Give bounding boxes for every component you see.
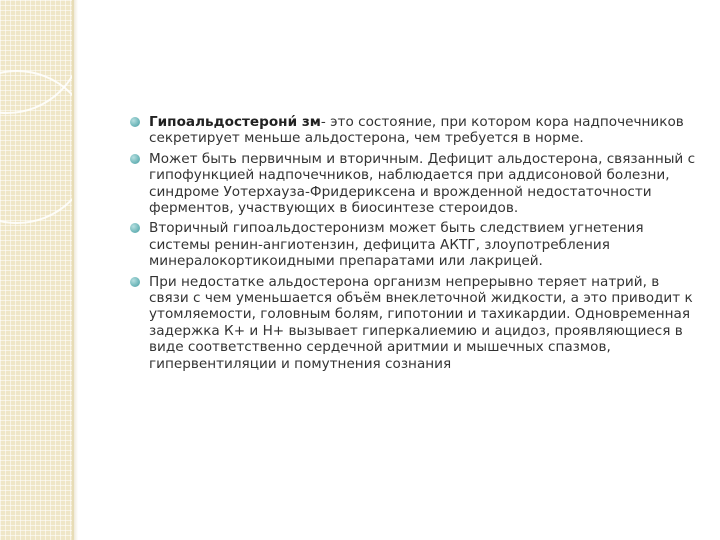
bullet-text: - это состояние, при котором кора надпочечников секретирует меньше альдостерона, чем требуется в норме. <box>149 114 684 147</box>
bullet-text: При недостатке альдостерона организм непрерывно теряет натрий, в связи с чем уменьшается объём внеклеточной жидкости, а это приводит к утомляемости, головным болям, гипотонии и тахикардии. Одновременная задержка К+ и Н+ вызывает гиперкалиемию и ацидоз, проявляющиеся в виде соответственно сердечной аритмии и мышечных спазмов, гипервентиляции и помутнения сознания <box>149 273 693 372</box>
circle-bullet-icon <box>130 154 140 164</box>
strip-shadow <box>74 0 78 540</box>
bullet-list <box>130 114 700 376</box>
circle-bullet-icon <box>130 277 140 287</box>
decorative-side-strip <box>0 0 72 540</box>
circle-bullet-icon <box>130 117 140 127</box>
bullet-text: Может быть первичным и вторичным. Дефицит альдостерона, связанный с гипофункцией надпочечников, наблюдается при аддисоновой болезни, синдроме Уотерхауза-Фридериксена и врожденной недостаточности ферментов, участвующих в биосинтезе стероидов. <box>149 150 696 217</box>
bullet-item-definition <box>130 114 700 147</box>
bullet-item-effects <box>130 274 700 372</box>
bullet-item-types <box>130 151 700 217</box>
bullet-item-secondary <box>130 220 700 269</box>
decorative-circle <box>0 70 72 224</box>
bullet-text: Вторичный гипоальдостеронизм может быть следствием угнетения системы ренин-ангиотензин, дефицита АКТГ, злоупотребления минералокортикоидными препаратами или лакрицей. <box>149 220 644 270</box>
circle-bullet-icon <box>130 223 140 233</box>
term-heading: Гипоальдостерони́ зм <box>149 114 321 130</box>
